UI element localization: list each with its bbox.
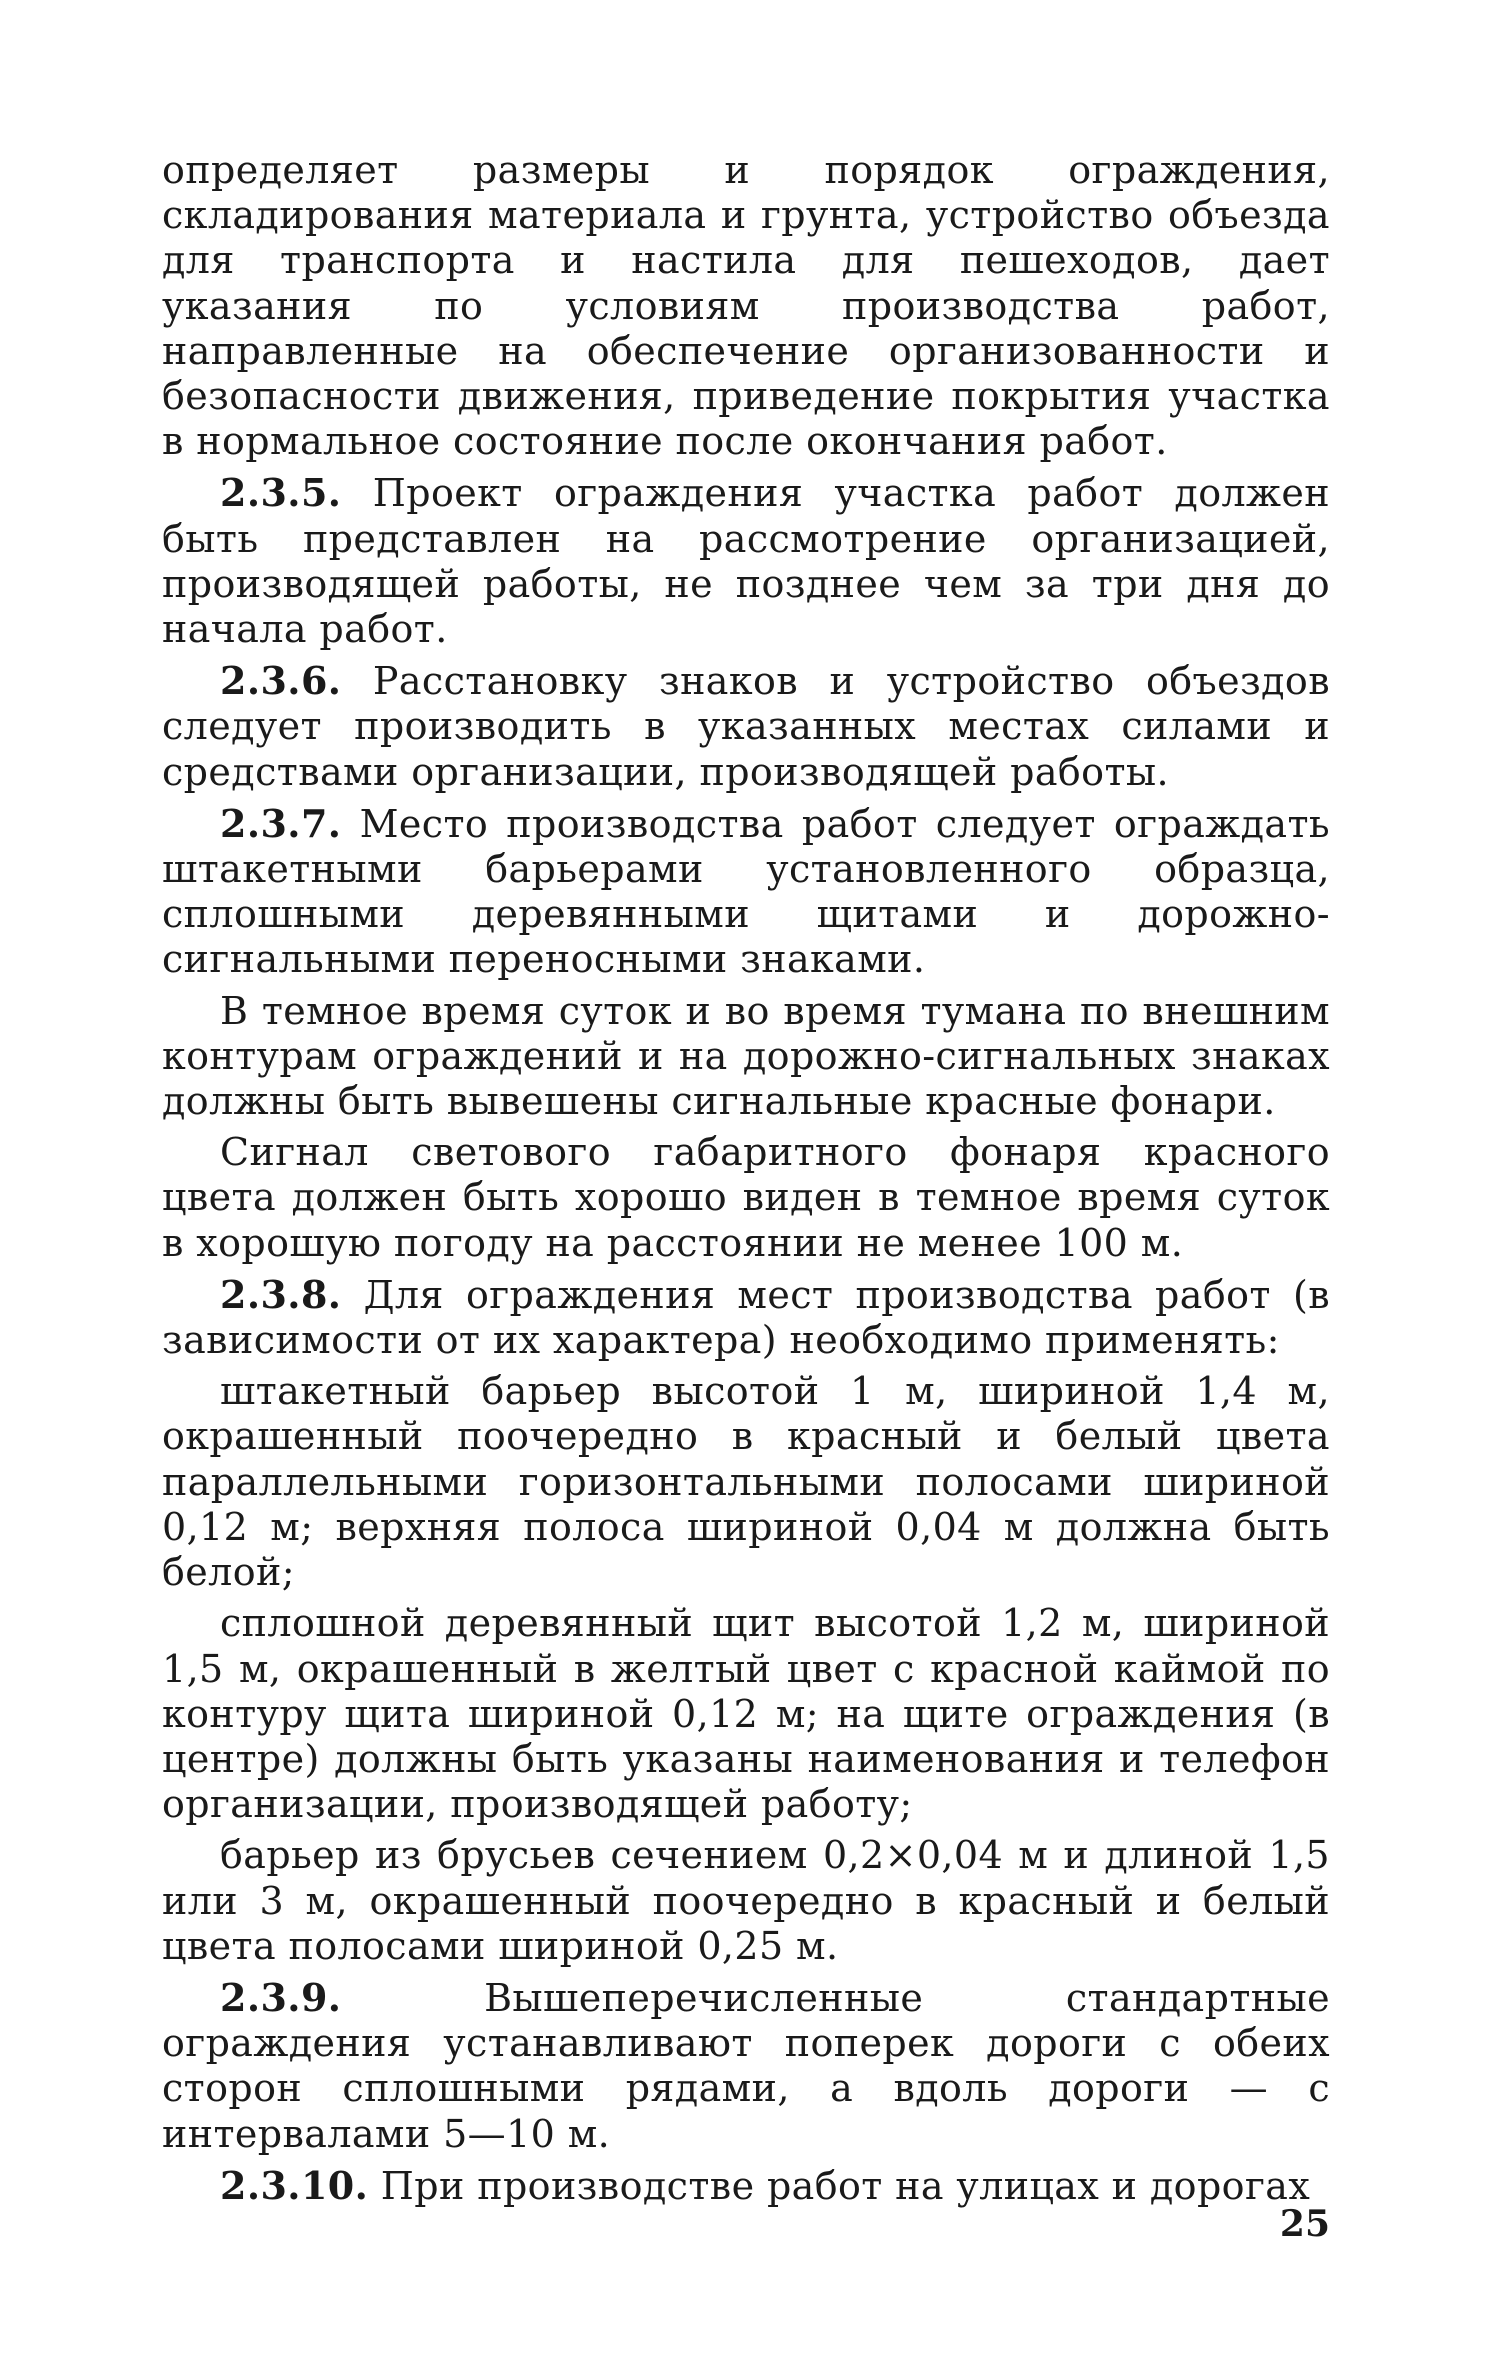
page-number: 25	[1279, 2203, 1330, 2245]
paragraph-text: Сигнал светового габаритного фонаря красного цвета должен быть хорошо виден в темное время суток в хорошую погоду на расстоянии не менее 100 м.	[162, 1130, 1330, 1265]
paragraph-2-3-6	[162, 658, 1330, 795]
list-item-wooden-shield	[162, 1601, 1330, 1827]
document-body	[162, 148, 1330, 2209]
paragraph-lights	[162, 989, 1330, 1125]
section-number: 2.3.10.	[220, 2162, 369, 2208]
paragraph-continuation	[162, 148, 1330, 464]
paragraph-text: В темное время суток и во время тумана по внешним контурам ограждений и на дорожно-сигнальных знаках должны быть вывешены сигнальные красные фонари.	[162, 988, 1330, 1124]
paragraph-2-3-7	[162, 801, 1330, 983]
section-number: 2.3.9.	[220, 1974, 342, 2020]
list-item-picket-barrier	[162, 1369, 1330, 1595]
paragraph-2-3-5	[162, 470, 1330, 652]
paragraph-text: При производстве работ на улицах и дорогах	[380, 2163, 1311, 2208]
section-number: 2.3.5.	[220, 470, 342, 516]
paragraph-2-3-10	[162, 2163, 1330, 2209]
paragraph-text: барьер из брусьев сечением 0,2×0,04 м и длиной 1,5 или 3 м, окрашенный поочередно в красный и белый цвета полосами шириной 0,25 м.	[162, 1833, 1330, 1968]
section-number: 2.3.6.	[220, 658, 342, 704]
paragraph-text: определяет размеры и порядок ограждения, складирования материала и грунта, устройство объезда для транспорта и настила для пешеходов, дает указания по условиям производства работ, направленные на обеспечение организованности и безопасности движения, приведение покрытия участка в нормальное состояние после окончания работ.	[162, 148, 1330, 464]
paragraph-text: штакетный барьер высотой 1 м, шириной 1,4 м, окрашенный поочередно в красный и белый цвета параллельными горизонтальными полосами шириной 0,12 м; верхняя полоса шириной 0,04 м должна быть белой;	[162, 1369, 1330, 1595]
paragraph-signal	[162, 1130, 1330, 1266]
paragraph-text: Для ограждения мест производства работ (в зависимости от их характера) необходимо применять:	[162, 1272, 1330, 1363]
paragraph-text: Расстановку знаков и устройство объездов следует производить в указанных местах силами и средствами организации, производящей работы.	[162, 659, 1330, 794]
section-number: 2.3.8.	[220, 1271, 342, 1317]
paragraph-text: сплошной деревянный щит высотой 1,2 м, шириной 1,5 м, окрашенный в желтый цвет с красной каймой по контуру щита шириной 0,12 м; на щите ограждения (в центре) должны быть указаны наименования и телефон организации, производящей работу;	[162, 1601, 1330, 1827]
paragraph-text: Вышеперечисленные стандартные ограждения устанавливают поперек дороги с обеих сторон сплошными рядами, а вдоль дороги — с интервалами 5—10 м.	[162, 1975, 1330, 2156]
section-number: 2.3.7.	[220, 800, 342, 846]
list-item-beam-barrier	[162, 1833, 1330, 1969]
paragraph-text: Проект ограждения участка работ должен быть представлен на рассмотрение организацией, производящей работы, не позднее чем за три дня до начала работ.	[162, 471, 1331, 652]
paragraph-2-3-9	[162, 1975, 1330, 2157]
paragraph-text: Место производства работ следует ограждать штакетными барьерами установленного образца, сплошными деревянными щитами и дорожно-сигнальными переносными знаками.	[162, 801, 1330, 982]
paragraph-2-3-8	[162, 1272, 1330, 1363]
